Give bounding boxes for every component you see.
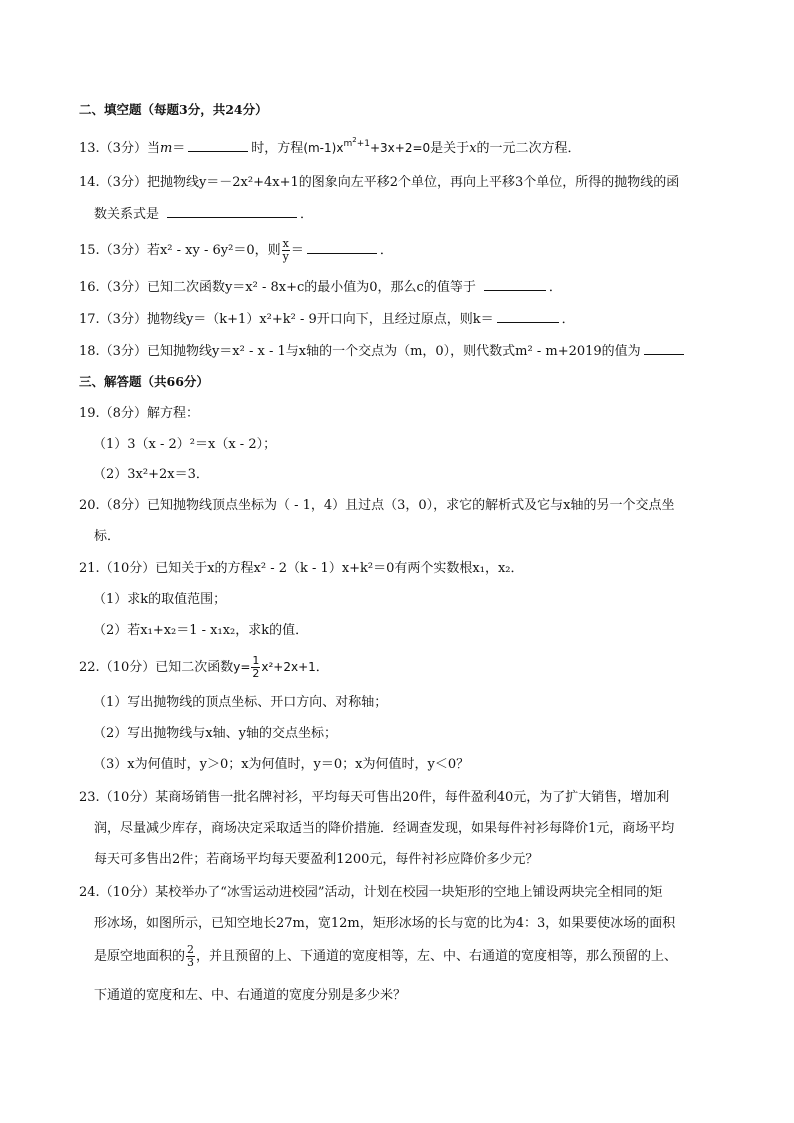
q13-eq-b: +3x+2=0 (369, 141, 431, 155)
q18-answer-blank[interactable] (644, 341, 684, 355)
q13-end: 的一元二次方程． (476, 141, 581, 156)
question-24-line4: 下通道的宽度和左、中、右通道的宽度分别是多少米？ (94, 988, 407, 1003)
q16-answer-blank[interactable] (484, 277, 546, 291)
q13-var-m: m (159, 141, 173, 156)
question-16: 16.（3分）已知二次函数y＝x² - 8x+c的最小值为0，那么c的值等于 ． (79, 277, 562, 297)
question-22: 22.（10分）已知二次函数y= $\frac{1}{2}$ x²+2x+1． (79, 654, 329, 680)
question-13 (79, 138, 581, 158)
question-24-line2: 形冰场，如图所示，已知空地长27m，宽12m，矩形冰场的长与宽的比为4：3，如果要使冰场的面积 (94, 916, 676, 931)
question-20-line2: 标． (94, 529, 121, 544)
q24-fraction: $\frac{2}{3}$ (187, 943, 195, 969)
question-23-line2: 润，尽量减少库存，商场决定采取适当的降价措施．经调查发现，如果每件衬衫每降价1元，商场平均 (94, 821, 675, 836)
question-22-part3: （3）x为何值时，y＞0；x为何值时，y＝0；x为何值时，y＜0？ (93, 757, 470, 772)
q13-eq-a: (m-1)x (303, 141, 344, 155)
question-14-line1: 14.（3分）把抛物线y＝－2x²+4x+1的图象向左平移2个单位，再向上平移3个单位，所得的抛物线的函 (79, 175, 680, 190)
question-24-line1: 24.（10分）某校举办了“冰雪运动进校园”活动，计划在校园一块矩形的空地上铺设两块完全相同的矩 (79, 885, 663, 900)
q13-label: 13.（3分）当 (79, 141, 160, 156)
q14-answer-blank[interactable] (167, 204, 297, 218)
q17-answer-blank[interactable] (497, 309, 559, 323)
question-14-line2: 数关系式是 ． (94, 204, 313, 224)
q13-eq: ＝ (172, 141, 186, 156)
question-19-part2: （2）3x²+2x＝3． (93, 467, 209, 482)
q13-equation (303, 136, 431, 155)
question-15: 15.（3分）若x² - xy - 6y²＝0，则 $\frac{x}{y}$ ＝ ． (79, 237, 393, 263)
solve-section-header: 三、解答题（共66分） (79, 374, 209, 389)
question-23-line1: 23.（10分）某商场销售一批名牌衬衫，平均每天可售出20件，每件盈利40元，为了扩大销售，增加利 (79, 790, 670, 805)
question-21-part1: （1）求k的取值范围； (93, 592, 227, 607)
q13-mid: 时，方程 (251, 141, 304, 156)
q22-function: y= $\frac{1}{2}$ x²+2x+1 (233, 654, 316, 680)
question-19-part1: （1）3（x - 2）²＝x（x - 2）； (93, 437, 277, 452)
question-24-line3: 是原空地面积的 $\frac{2}{3}$ ，并且预留的上、下通道的宽度相等，左、中、右通道的宽度相等，那么预留的上、 (94, 943, 678, 969)
q13-tail: 是关于 (430, 141, 470, 156)
question-19-label: 19.（8分）解方程： (79, 406, 199, 421)
question-20-line1: 20.（8分）已知抛物线顶点坐标为（ - 1，4）且过点（3，0），求它的解析式及它与x轴的另一个交点坐 (79, 498, 675, 513)
question-22-part1: （1）写出抛物线的顶点坐标、开口方向、对称轴； (93, 695, 388, 710)
q13-var-x: x (469, 141, 477, 156)
question-18: 18.（3分）已知抛物线y＝x² - x - 1与x轴的一个交点为（m，0），则代数式m² - m+2019的值为 (79, 341, 687, 361)
q15-expr: x² - xy - 6y²＝0，则 (159, 243, 281, 258)
q13-eq-exponent: m2+1 (343, 136, 370, 149)
question-21-line1: 21.（10分）已知关于x的方程x² - 2（k - 1）x+k²＝0有两个实数根x₁，x₂． (79, 561, 524, 576)
question-17: 17.（3分）抛物线y＝（k+1）x²+k² - 9开口向下，且经过原点，则k＝ ． (79, 309, 575, 329)
q15-fraction: $\frac{x}{y}$ (282, 237, 289, 263)
q13-answer-blank[interactable] (188, 138, 248, 152)
fill-section-header: 二、填空题（每题3分，共24分） (79, 102, 268, 117)
question-23-line3: 每天可多售出2件；若商场平均每天要盈利1200元，每件衬衫应降价多少元？ (94, 852, 539, 867)
q15-answer-blank[interactable] (307, 240, 377, 254)
question-22-part2: （2）写出抛物线与x轴、y轴的交点坐标； (93, 726, 337, 741)
question-21-part2: （2）若x₁+x₂＝1 - x₁x₂，求k的值． (93, 623, 309, 638)
